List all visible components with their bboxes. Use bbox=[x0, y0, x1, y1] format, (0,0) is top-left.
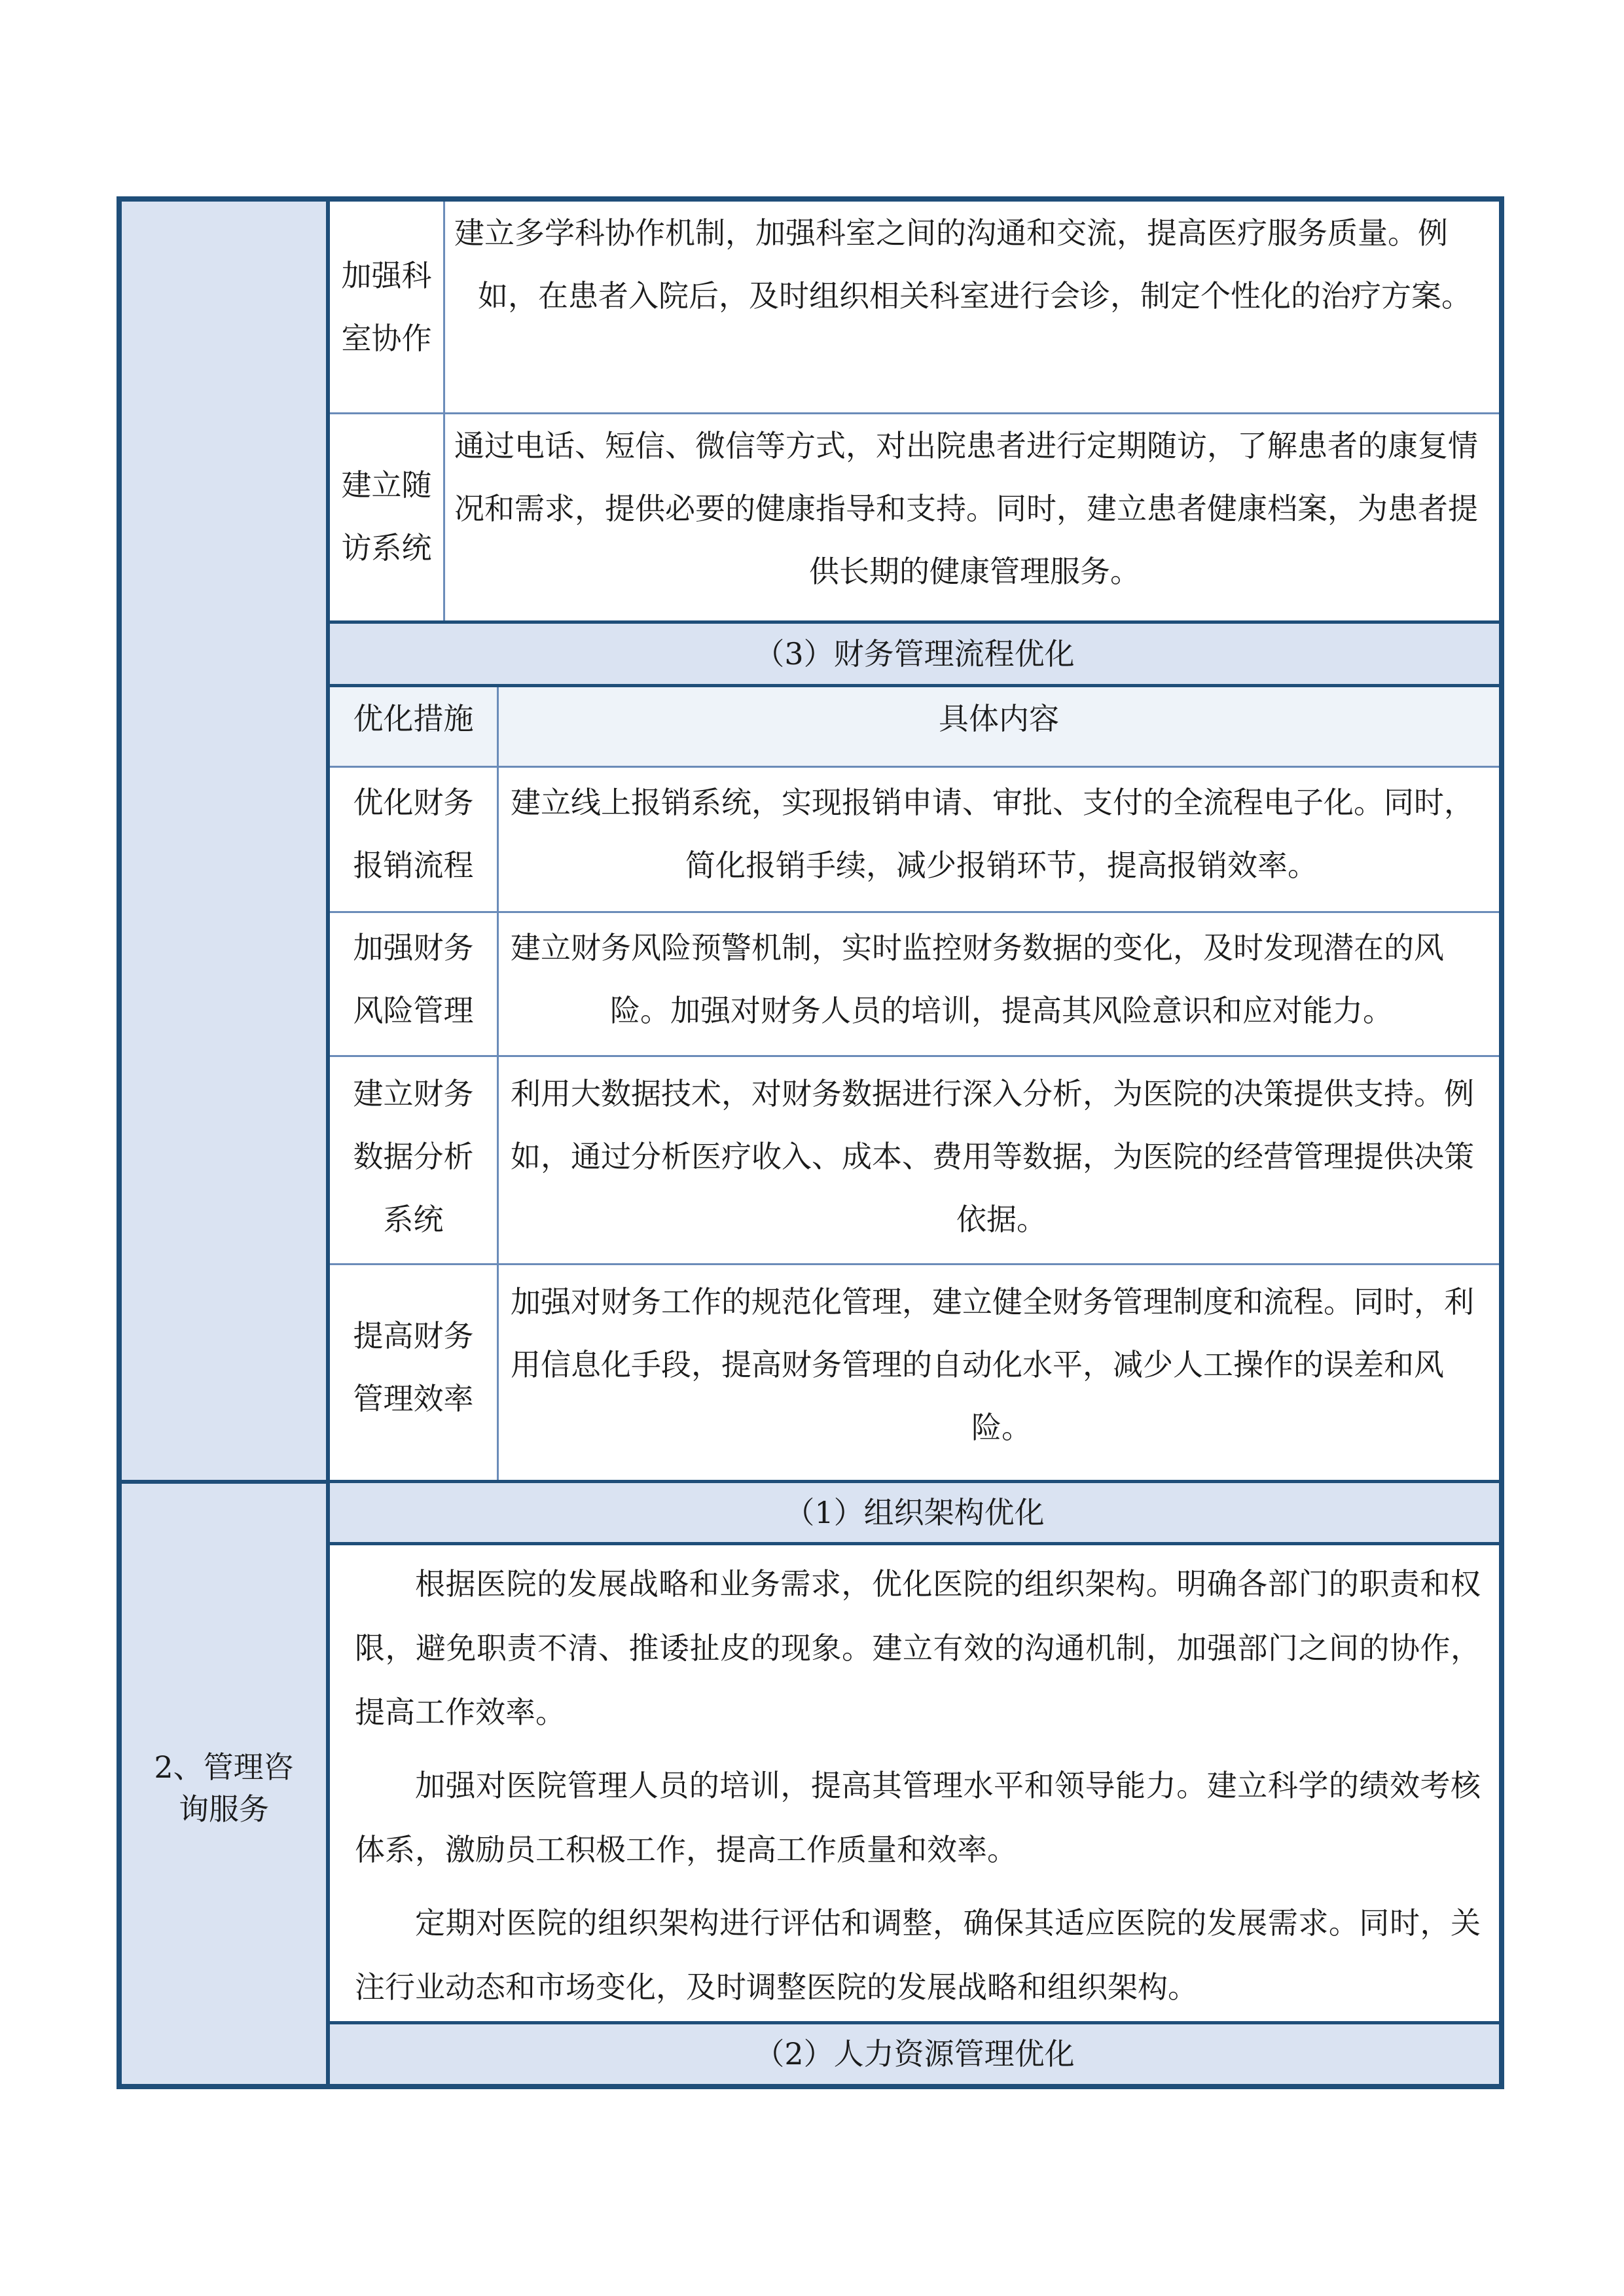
org-content bbox=[330, 1545, 1499, 2021]
finance-section-title: （3）财务管理流程优化 bbox=[330, 624, 1499, 684]
col-header-measure: 优化措施 bbox=[330, 687, 497, 766]
finance-row-content: 加强对财务工作的规范化管理，建立健全财务管理制度和流程。同时，利用信息化手段，提高财务管理的自动化水平，减少人工操作的误差和风险。 bbox=[511, 1284, 1474, 1445]
org-paragraph: 加强对医院管理人员的培训，提高其管理水平和领导能力。建立科学的绩效考核体系，激励员工积极工作，提高工作质量和效率。 bbox=[355, 1768, 1481, 1867]
org-section-title: （1）组织架构优化 bbox=[330, 1483, 1499, 1542]
col-header-content: 具体内容 bbox=[499, 687, 1499, 766]
org-paragraph: 根据医院的发展战略和业务需求，优化医院的组织架构。明确各部门的职责和权限，避免职责不清、推诿扯皮的现象。建立有效的沟通机制，加强部门之间的协作，提高工作效率。 bbox=[355, 1566, 1481, 1730]
row-content-followup: 通过电话、短信、微信等方式，对出院患者进行定期随访，了解患者的康复情况和需求，提供必要的健康指导和支持。同时，建立患者健康档案，为患者提供长期的健康管理服务。 bbox=[454, 428, 1478, 589]
row-content-dept-collab: 建立多学科协作机制，加强科室之间的沟通和交流，提高医疗服务质量。例如，在患者入院后，及时组织相关科室进行会诊，制定个性化的治疗方案。 bbox=[454, 215, 1471, 314]
finance-row-content: 利用大数据技术，对财务数据进行深入分析，为医院的决策提供支持。例如，通过分析医疗收入、成本、费用等数据，为医院的经营管理提供决策依据。 bbox=[511, 1076, 1474, 1237]
org-paragraph: 定期对医院的组织架构进行评估和调整，确保其适应医院的发展需求。同时，关注行业动态和市场变化，及时调整医院的发展战略和组织架构。 bbox=[355, 1905, 1481, 2005]
category-label-management-consulting: 2、管理咨 询服务 bbox=[154, 1749, 294, 1827]
finance-row-label: 加强财务 风险管理 bbox=[353, 930, 474, 1028]
category-divider bbox=[122, 1480, 326, 1484]
finance-row-content: 建立线上报销系统，实现报销申请、审批、支付的全流程电子化。同时，简化报销手续，减少报销环节，提高报销效率。 bbox=[511, 785, 1474, 883]
hr-section-title: （2）人力资源管理优化 bbox=[330, 2024, 1499, 2084]
service-table bbox=[117, 196, 1504, 2089]
row-label-followup: 建立随 访系统 bbox=[341, 467, 432, 565]
finance-row-label: 提高财务 管理效率 bbox=[353, 1318, 474, 1416]
row-label-dept-collab: 加强科 室协作 bbox=[341, 258, 432, 356]
finance-row-content: 建立财务风险预警机制，实时监控财务数据的变化，及时发现潜在的风险。加强对财务人员的培训，提高其风险意识和应对能力。 bbox=[511, 930, 1444, 1028]
finance-row-label: 建立财务 数据分析 系统 bbox=[353, 1076, 474, 1237]
category-column bbox=[122, 202, 330, 2084]
finance-row-label: 优化财务 报销流程 bbox=[353, 785, 474, 883]
